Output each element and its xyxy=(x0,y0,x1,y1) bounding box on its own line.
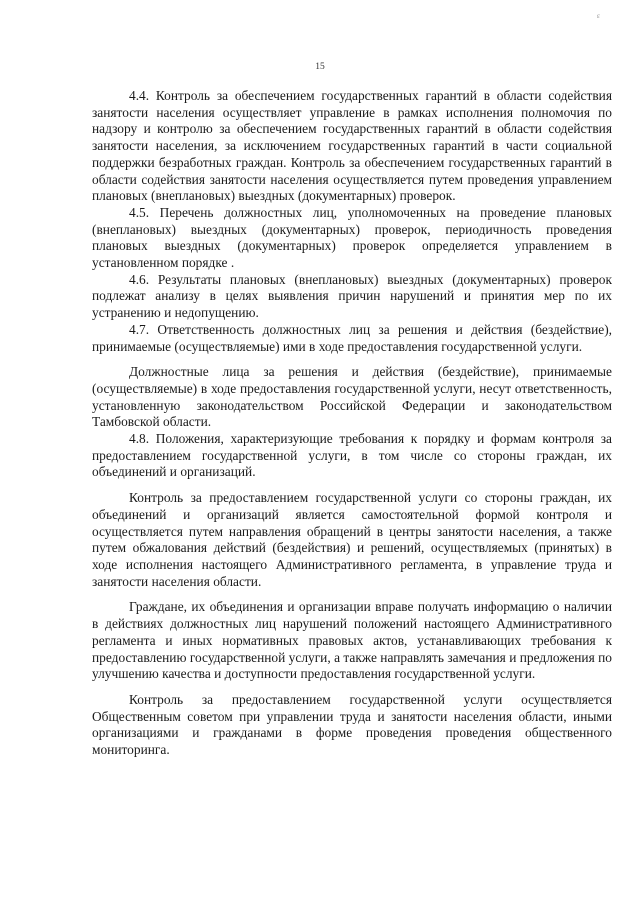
document-body xyxy=(92,88,612,759)
paragraph-citizen-rights: Граждане, их объединения и организации вправе получать информацию о наличии в действиях должностных лиц нарушений положений настоящего Административного регламента и иных нормативных правовых актов, устанавливающих требования к предоставлению государственной услуги, а также направлять замечания и предложения по улучшению качества и доступности предоставления государственной услуги. xyxy=(92,599,612,682)
paragraph-public-council: Контроль за предоставлением государственной услуги осуществляется Общественным советом при управлении труда и занятости населения области, иными организациями и гражданами в форме проведения проведения общественного мониторинга. xyxy=(92,691,612,758)
paragraph-4-8: 4.8. Положения, характеризующие требования к порядку и формам контроля за предоставлением государственной услуги, в том числе со стороны граждан, их объединений и организаций. xyxy=(92,431,612,480)
paragraph-4-7: 4.7. Ответственность должностных лиц за решения и действия (бездействие), принимаемые (осуществляемые) ими в ходе предоставления государственной услуги. xyxy=(92,321,612,354)
page-number: 15 xyxy=(315,62,325,72)
paragraph-4-4: 4.4. Контроль за обеспечением государственных гарантий в области содействия занятости населения осуществляет управление в рамках исполнения полномочия по надзору и контролю за обеспечением государственных гарантий в области содействия занятости населения, за исключением государственных гарантий в части социальной поддержки безработных граждан. Контроль за обеспечением государственных гарантий в области содействия занятости населения осуществляется путем проведения управлением плановых (внеплановых) выездных (документарных) проверок. xyxy=(92,88,612,204)
paragraph-officials-responsibility: Должностные лица за решения и действия (бездействие), принимаемые (осуществляемые) в ходе предоставления государственной услуги, несут ответственность, установленную законодательством Российской Федерации и законодательством Тамбовской области. xyxy=(92,364,612,430)
paragraph-4-5: 4.5. Перечень должностных лиц, уполномоченных на проведение плановых (внеплановых) выездных (документарных) проверок, периодичность проведения плановых выездных (документарных) проверок определяется управлением в установленном порядке . xyxy=(92,204,612,271)
paragraph-citizen-control: Контроль за предоставлением государственной услуги со стороны граждан, их объединений и организаций является самостоятельной формой контроля и осуществляется путем направления обращений в центры занятости населения, а также путем обжалования действий (бездействия) и решений, осуществляемых (принятых) в ходе исполнения настоящего Административного регламента, в управление труда и занятости населения области. xyxy=(92,490,612,589)
corner-mark: ε xyxy=(597,12,600,20)
paragraph-4-6: 4.6. Результаты плановых (внеплановых) выездных (документарных) проверок подлежат анализу в целях выявления причин нарушений и принятия мер по их устранению и недопущению. xyxy=(92,271,612,321)
